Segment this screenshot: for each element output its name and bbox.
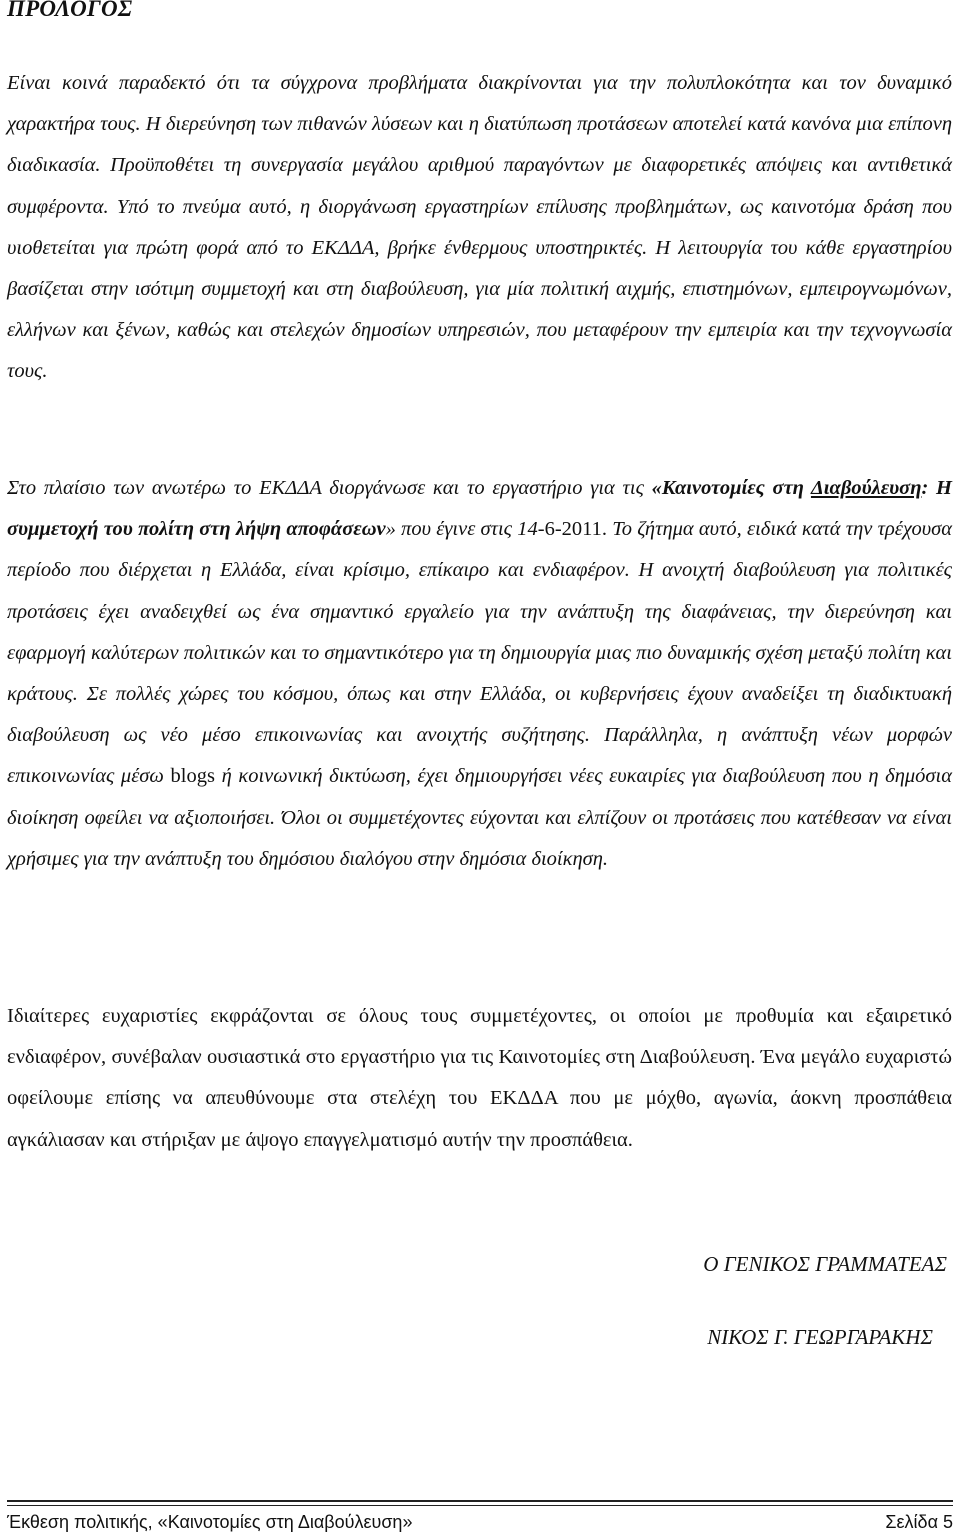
footer-document-title: Έκθεση πολιτικής, «Καινοτομίες στη Διαβούλευση» [7,1512,413,1532]
workshop-date-rest: -6-2011. [537,518,608,541]
workshop-closing-text: ή κοινωνική δικτύωση, έχει δημιουργήσει νέες ευκαιρίες για διαβούλευση που η δημόσια διοίκηση οφείλει να αξιοποιήσει. Όλοι οι συμμετέχοντες εύχονται και ελπίζουν οι προτάσεις που κατέθεσαν να είναι χρήσιμες για την ανάπτυξη του δημόσιου διαλόγου στην δημόσια διοίκηση. [7,765,952,870]
workshop-title-part-2: Διαβούλευση [810,477,922,499]
workshop-title-part-1: Καινοτομίες στη [661,477,811,499]
footer-page-number: Σελίδα 5 [885,1512,953,1532]
workshop-intro-text: Στο πλαίσιο των ανωτέρω το ΕΚΔΔΑ διοργάνωσε και το εργαστήριο για τις [7,477,652,499]
paragraph-intro [7,63,952,393]
workshop-quote-close: » [385,518,396,541]
paragraph-workshop [7,468,952,880]
workshop-date-prefix: που έγινε στις [395,518,518,541]
workshop-body-text: Το ζήτημα αυτό, ειδικά κατά την τρέχουσα περίοδο που διέρχεται η Ελλάδα, είναι κρίσιμο, επίκαιρο και ενδιαφέρον. Η ανοιχτή διαβούλευση για πολιτικές προτάσεις έχει αναδειχθεί ως ένα σημαντικό εργαλείο για την ανάπτυξη της διαφάνειας, την διερεύνηση και εφαρμογή καλύτερων πολιτικών και το σημαντικότερο για τη δημιουργία μιας πιο δυναμικής σχέση μεταξύ πολίτη και κράτους. Σε πολλές χώρες του κόσμου, όπως και στην Ελλάδα, οι κυβερνήσεις έχουν αναδείξει τη διαδικτυακή διαβούλευση ως νέο μέσο επικοινωνίας και ανοιχτής συζήτησης. Παράλληλα, η ανάπτυξη νέων μορφών επικοινωνίας μέσω [7,518,953,788]
workshop-quote-open: « [651,477,662,499]
footer-divider-thin [7,1505,953,1506]
workshop-date-day: 14 [517,518,538,541]
workshop-title-part-3: : Η συμμετοχή του πολίτη στη λήψη αποφάσεων [7,477,953,541]
paragraph-intro-part-1: Είναι κοινά παραδεκτό ότι τα σύγχρονα προβλήματα διακρίνονται για την πολυπλοκότητα και τον δυναμικό χαρακτήρα τους. Η διερεύνηση των πιθανών λύσεων και η διατύπωση προτάσεων αποτελεί κατά κανόνα μια επίπονη διαδικασία. Προϋποθέτει τη συνεργασία μεγάλου αριθμού παραγόντων με διαφορετικές απόψεις και αντιθετικά συμφέροντα. [7,72,952,218]
footer-divider [7,1500,953,1502]
signature-role: Ο ΓΕΝΙΚΟΣ ΓΡΑΜΜΑΤΕΑΣ [703,1252,947,1276]
paragraph-intro-part-2: Υπό το πνεύμα αυτό, η διοργάνωση εργαστηρίων επίλυσης προβλημάτων, ως καινοτόμα δράση που υιοθετείται για πρώτη φορά από το ΕΚΔΔΑ, βρήκε ένθερμους υποστηρικτές. Η λειτουργία του κάθε εργαστηρίου βασίζεται στην ισότιμη συμμετοχή και στη διαβούλευση, για μία πολιτική αιχμής, επιστημόνων, εμπειρογνωμόνων, ελλήνων και ξένων, καθώς και στελεχών δημοσίων υπηρεσιών, που μεταφέρουν την εμπειρία και την τεχνογνωσία τους. [7,195,952,383]
blogs-word: blogs [170,765,215,788]
paragraph-thanks: Ιδιαίτερες ευχαριστίες εκφράζονται σε όλους τους συμμετέχοντες, οι οποίοι με προθυμία και εξαιρετικό ενδιαφέρον, συνέβαλαν ουσιαστικά στο εργαστήριο για τις Καινοτομίες στη Διαβούλευση. Ένα μεγάλο ευχαριστώ οφείλουμε επίσης να απευθύνουμε στα στελέχη του ΕΚΔΔΑ που με μόχθο, αγωνία, άοκνη προσπάθεια αγκάλιασαν και στήριξαν με άψογο επαγγελματισμό αυτήν την προσπάθεια. [7,1005,952,1151]
page-title: ΠΡΟΛΟΓΟΣ [7,0,133,21]
signature-name: ΝΙΚΟΣ Γ. ΓΕΩΡΓΑΡΑΚΗΣ [707,1325,933,1349]
